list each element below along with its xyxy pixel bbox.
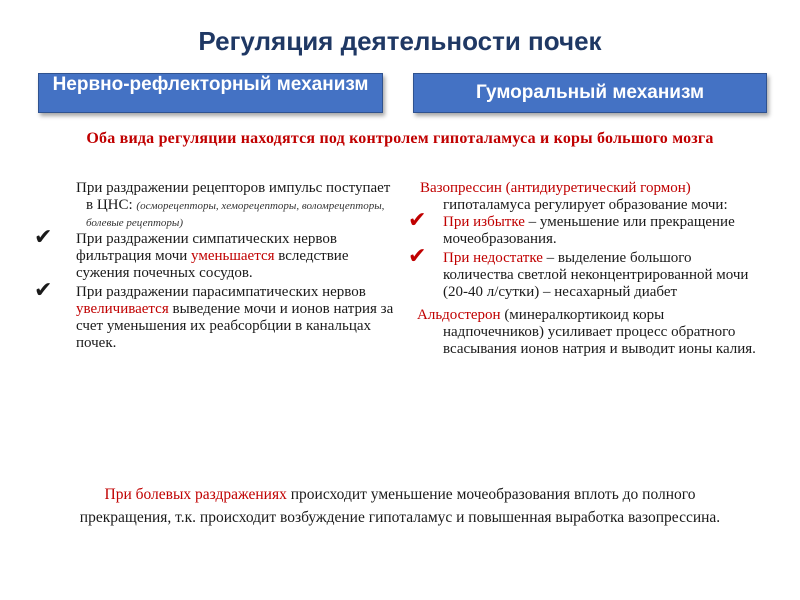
vasopressin-name: Вазопрессин (антидиуретический гормон) xyxy=(420,180,691,196)
neural-mechanism-header xyxy=(38,73,383,113)
vasopressin-text: гипоталамуса регулирует образование мочи: xyxy=(443,197,728,213)
both-regulation-note: Оба вида регуляции находятся под контролем гипоталамуса и коры большого мозга xyxy=(86,130,714,147)
checkmark-icon: ✔ xyxy=(34,278,53,303)
humoral-mechanism-label: Гуморальный механизм xyxy=(475,82,705,103)
deficit-text: – выделение большого количества светлой неконцентрированной мочи (20-40 л/сутки) – несахарный диабет xyxy=(443,250,749,300)
sympathetic-item xyxy=(34,225,394,282)
deficit-label: При недостатке xyxy=(443,250,543,266)
checkmark-icon: ✔ xyxy=(34,225,53,250)
parasympathetic-highlight: увеличивается xyxy=(76,301,169,317)
parasympathetic-text-after: выведение мочи и ионов натрия за счет уменьшения их реабсорбции в канальцах почек. xyxy=(76,301,394,351)
receptor-text: При раздражении рецепторов импульс поступает в ЦНС: xyxy=(76,180,391,213)
sympathetic-highlight: уменьшается xyxy=(191,248,275,264)
receptor-paragraph xyxy=(34,180,394,231)
sympathetic-text-before: При раздражении симпатических нервов фильтрация мочи xyxy=(76,231,337,264)
vasopressin-paragraph xyxy=(396,180,762,214)
pain-stimulus-text: происходит уменьшение мочеобразования вплоть до полного прекращения, т.к. происходит возбуждение гипоталамус и повышенная выработка вазопрессина. xyxy=(79,486,721,526)
aldosterone-paragraph xyxy=(396,307,762,358)
neural-mechanism-label: Нервно-рефлекторный механизм xyxy=(52,74,369,95)
receptor-types-note: (осморецепторы, хеморецепторы, воломрецепторы, болевые рецепторы) xyxy=(86,200,385,229)
humoral-mechanism-header xyxy=(413,73,767,113)
neural-column xyxy=(34,180,394,354)
aldosterone-name: Альдостерон xyxy=(417,307,501,323)
pain-stimulus-highlight: При болевых раздражениях xyxy=(104,486,287,503)
parasympathetic-text-before: При раздражении парасимпатических нервов xyxy=(76,284,366,300)
checkmark-icon: ✔ xyxy=(408,208,427,233)
excess-label: При избытке xyxy=(443,214,525,230)
checkmark-icon: ✔ xyxy=(408,244,427,269)
humoral-column xyxy=(396,180,762,358)
sympathetic-text-after: вследствие сужения почечных сосудов. xyxy=(76,248,349,281)
aldosterone-text: (минералкортикоид коры надпочечников) усиливает процесс обратного всасывания ионов натрия и выводит ионы калия. xyxy=(443,307,756,357)
parasympathetic-item xyxy=(34,278,394,352)
pain-stimulus-note xyxy=(60,483,740,529)
slide-title: Регуляция деятельности почек xyxy=(198,26,602,56)
excess-text: – уменьшение или прекращение мочеобразования. xyxy=(443,214,735,247)
deficit-item xyxy=(396,244,762,301)
excess-item xyxy=(396,208,762,248)
